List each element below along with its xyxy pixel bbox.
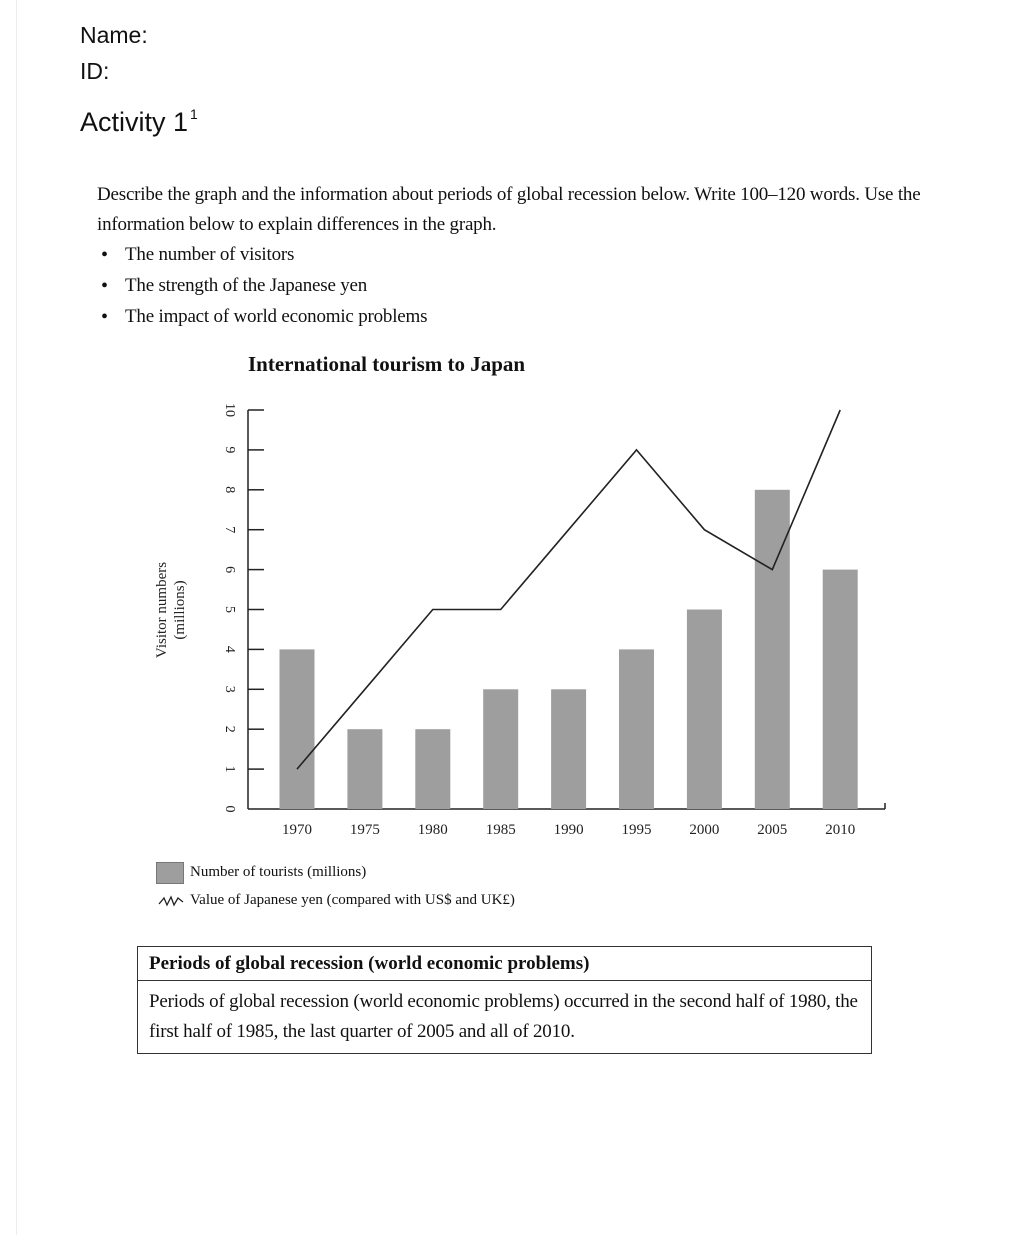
x-tick-label: 1990: [553, 822, 584, 838]
y-tick-label: 7: [221, 526, 237, 534]
recession-info-box: [137, 946, 872, 1054]
instructions: [97, 180, 947, 333]
bar-2000: [687, 610, 722, 810]
bullet-item: • The number of visitors: [97, 240, 947, 271]
recession-heading: Periods of global recession (world economic problems): [138, 947, 871, 981]
bullet-item: • The impact of world economic problems: [97, 302, 947, 333]
tourism-chart: [140, 395, 900, 855]
y-tick-label: 8: [221, 486, 237, 494]
name-label: Name:: [80, 22, 148, 48]
x-tick-label: 1975: [349, 822, 380, 838]
instructions-text: Describe the graph and the information about periods of global recession below. Write 100–120 words. Use the information below to explain differences in the graph.: [97, 184, 921, 235]
y-tick-label: 1: [221, 765, 237, 773]
activity-title: [80, 106, 198, 138]
activity-title-text: Activity 1: [80, 107, 189, 137]
y-tick-label: 0: [221, 805, 237, 813]
x-tick-label: 1985: [485, 822, 516, 838]
y-tick-label: 4: [221, 645, 237, 653]
bar-1980: [415, 729, 450, 809]
x-tick-label: 2005: [757, 822, 788, 838]
bar-1975: [347, 729, 382, 809]
recession-body: Periods of global recession (world economic problems) occurred in the second half of 1980, the first half of 1985, the last quarter of 2005 and all of 2010.: [149, 991, 858, 1042]
bar-1990: [551, 689, 586, 809]
x-tick-label: 2000: [689, 822, 720, 838]
bar-1970: [280, 649, 315, 809]
id-label: ID:: [80, 58, 110, 84]
y-tick-label: 2: [221, 725, 237, 733]
bar-2005: [755, 490, 790, 809]
y-tick-label: 3: [221, 685, 237, 693]
bar-2010: [823, 570, 858, 809]
page-edge: [16, 0, 17, 1235]
bar-1985: [483, 689, 518, 809]
bullet-item: • The strength of the Japanese yen: [97, 271, 947, 302]
chart-title: International tourism to Japan: [248, 352, 526, 376]
activity-footnote-mark: 1: [190, 106, 198, 122]
y-axis-label-unit: (millions): [172, 580, 188, 640]
legend-line-label: Value of Japanese yen (compared with US$ and UK£): [190, 892, 515, 908]
y-tick-label: 5: [221, 606, 237, 613]
x-tick-label: 1970: [282, 822, 312, 838]
y-tick-label: 6: [221, 566, 237, 574]
x-tick-label: 1980: [417, 822, 448, 838]
bar-1995: [619, 649, 654, 809]
x-tick-label: 1995: [621, 822, 652, 838]
x-tick-label: 2010: [825, 822, 856, 838]
y-tick-label: 9: [221, 446, 237, 454]
legend-bar-label: Number of tourists (millions): [190, 864, 367, 880]
y-tick-label: 10: [221, 403, 237, 417]
legend-bar-swatch: [156, 862, 184, 884]
legend-line-icon: [158, 894, 184, 908]
y-axis-label: Visitor numbers: [154, 561, 170, 659]
instructions-bullets: [97, 240, 947, 333]
